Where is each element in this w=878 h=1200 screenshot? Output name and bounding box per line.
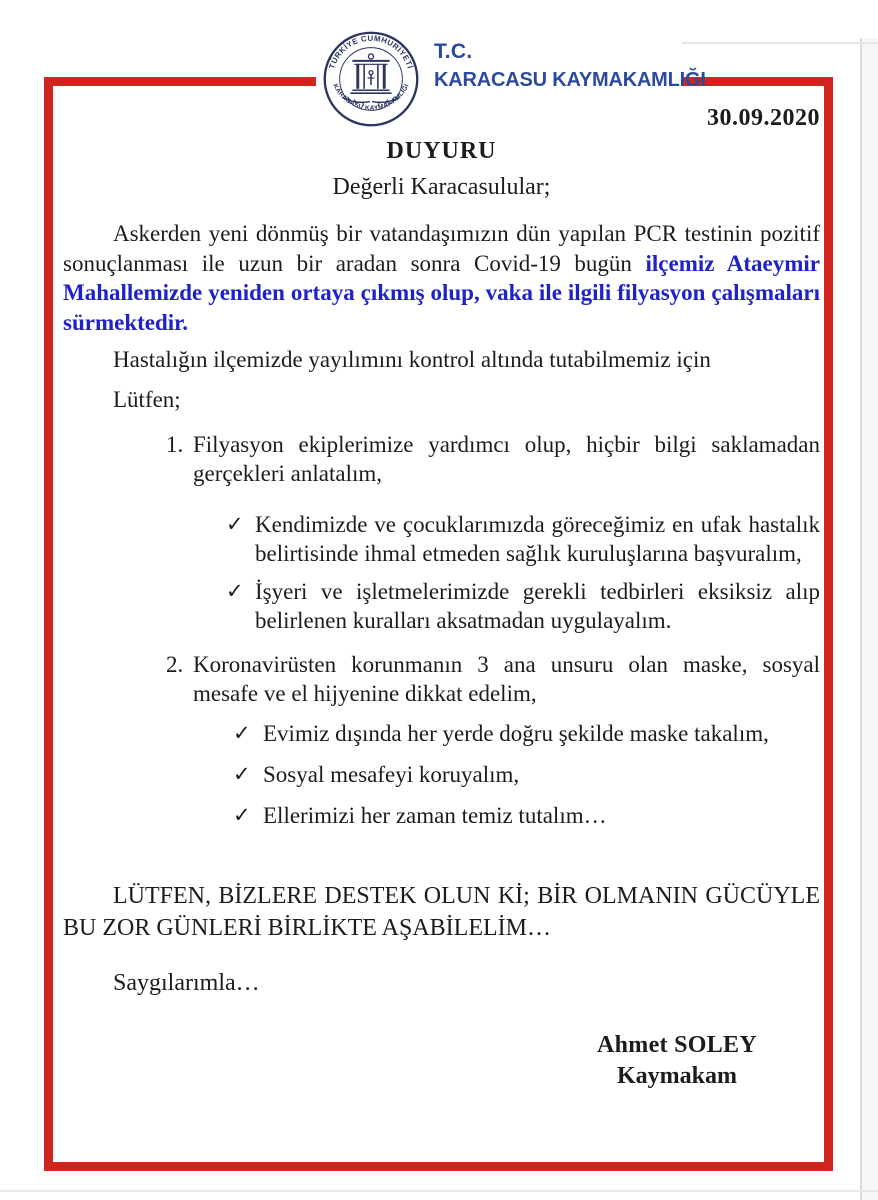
scan-edge-line-bottom	[0, 1190, 878, 1192]
numbered-item-1	[63, 430, 820, 488]
seal-bottom-text: KARACASU KAYMAKAMLIĞI	[331, 82, 411, 112]
letterhead	[316, 16, 706, 132]
paragraph-intro-black: Askerden yeni dönmüş bir vatandaşımızın dün yapılan PCR testinin pozitif sonuçlanması ile uzun bir aradan sonra Covid-19 bugün	[63, 221, 820, 276]
numbered-item-2-text: Koronavirüsten korunmanın 3 ana unsuru olan maske, sosyal mesafe ve el hijyenine dikkat edelim,	[193, 652, 820, 706]
check-icon: ✓	[233, 762, 251, 786]
check-item-text: Ellerimizi her zaman temiz tutalım…	[263, 803, 607, 828]
check-item	[63, 577, 820, 635]
paragraph-intro-blue-emphasis: ilçemiz Ataeymir Mahallemizde yeniden ortaya çıkmış olup, vaka ile ilgili filyasyon çalışmaları sürmektedir.	[63, 250, 821, 335]
check-item	[63, 719, 820, 748]
check-icon: ✓	[233, 721, 251, 745]
scan-edge-line-right	[860, 38, 862, 1200]
check-item-text: İşyeri ve işletmelerimizde gerekli tedbirleri eksiksiz alıp belirlenen kuralları aksatmadan uygulayalım.	[255, 579, 820, 633]
signature-title: Kaymakam	[617, 1063, 737, 1089]
check-icon: ✓	[233, 803, 251, 827]
numbered-item-1-text: Filyasyon ekiplerimize yardımcı olup, hiçbir bilgi saklamadan gerçekleri anlatalım,	[193, 432, 820, 486]
numbered-item-2-marker: 2.	[166, 652, 184, 677]
paragraph-please: Lütfen;	[113, 386, 181, 412]
letterhead-text	[434, 40, 706, 92]
numbered-item-2	[63, 650, 820, 708]
check-icon: ✓	[226, 579, 244, 603]
greeting: Değerli Karacasulular;	[332, 174, 551, 200]
signature-name: Ahmet SOLEY	[597, 1032, 757, 1058]
check-item-text: Sosyal mesafeyi koruyalım,	[263, 762, 520, 787]
check-item	[63, 801, 820, 830]
check-icon: ✓	[226, 512, 244, 536]
seal-top-text: TÜRKİYE CUMHURİYETİ	[327, 33, 415, 70]
scan-edge-gutter	[862, 38, 878, 1200]
document-date: 30.09.2020	[707, 105, 820, 131]
paragraph-control: Hastalığın ilçemizde yayılımını kontrol altında tutabilmemiz için	[113, 347, 711, 372]
letterhead-tc: T.C.	[434, 40, 473, 63]
signature-block	[537, 1030, 817, 1092]
letterhead-organization: KARACASU KAYMAKAMLIĞI	[434, 69, 706, 92]
official-seal-icon	[322, 30, 420, 128]
check-item	[63, 760, 820, 789]
check-item-text: Kendimizde ve çocuklarımızda göreceğimiz en ufak hastalık belirtisinde ihmal etmeden sağlık kuruluşlarına başvuralım,	[255, 512, 820, 566]
closing-appeal: LÜTFEN, BİZLERE DESTEK OLUN Kİ; BİR OLMANIN GÜCÜYLE BU ZOR GÜNLERİ BİRLİKTE AŞABİLELİM…	[63, 883, 820, 941]
document-body	[63, 136, 820, 1092]
numbered-item-1-marker: 1.	[166, 432, 184, 457]
document-title: DUYURU	[386, 138, 497, 164]
seal-container	[322, 30, 420, 133]
check-item-text: Evimiz dışında her yerde doğru şekilde maske takalım,	[263, 721, 769, 746]
paragraph-intro	[63, 219, 820, 337]
check-item	[63, 510, 820, 568]
regards: Saygılarımla…	[113, 970, 260, 996]
